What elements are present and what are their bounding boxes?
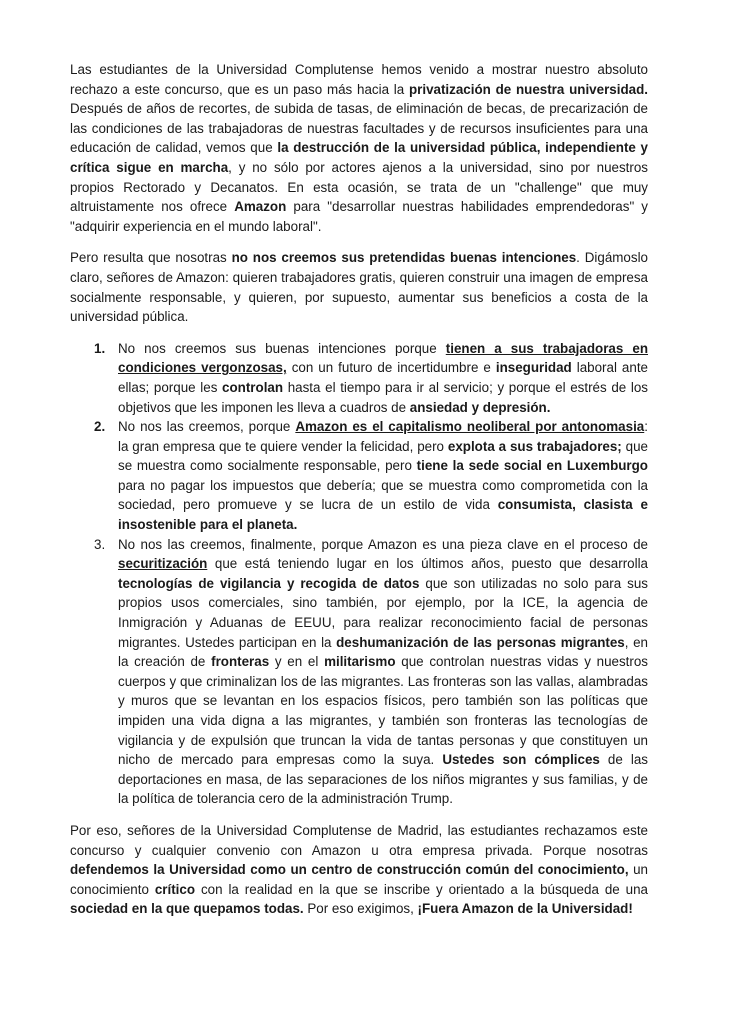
paragraph-intro xyxy=(70,60,648,236)
reason-number: 1. xyxy=(94,340,106,356)
text-run: que se muestra como socialmente responsable, pero xyxy=(118,438,649,474)
text-run: para no pagar los impuestos que debería; que se muestra como comprometida con la sociedad, pero promueve y se lucra de un estilo de vida xyxy=(118,477,648,513)
bold-emphasis: explota a sus trabajadores; xyxy=(447,438,622,454)
text-run: un conocimiento xyxy=(70,862,648,897)
bold-emphasis: deshumanización de las personas migrantes xyxy=(336,634,625,650)
text-run: hasta el tiempo para ir al servicio; y porque el estrés de los objetivos que les imponen les lleva a cuadros de xyxy=(118,379,649,415)
reason-text xyxy=(118,419,648,532)
text-run: y en el xyxy=(269,654,325,670)
reasons-list xyxy=(70,339,648,809)
bold-emphasis: inseguridad xyxy=(495,360,572,376)
text-run: . Digámoslo claro, señores de Amazon: quieren trabajadores gratis, quieren construir una imagen de empresa socialmente responsable, y quieren, por supuesto, aumentar sus beneficios a costa de la universidad pública. xyxy=(70,250,648,325)
text-run: con un futuro de incertidumbre e xyxy=(286,360,496,376)
bold-emphasis: ansiedad y depresión. xyxy=(409,399,551,415)
bold-emphasis: no nos creemos sus pretendidas buenas intenciones xyxy=(231,250,577,266)
text-run: Después de años de recortes, de subida de tasas, de eliminación de becas, de precarización de las condiciones de las trabajadoras de nuestras facultades y de recursos insuficientes para una educación de calidad, vemos que xyxy=(70,101,648,156)
text-run: No nos las creemos, porque xyxy=(118,419,296,435)
bold-emphasis: tiene la sede social en Luxemburgo xyxy=(416,458,648,474)
reason-item-1 xyxy=(70,339,648,417)
reason-text xyxy=(118,537,648,807)
text-run: No nos creemos sus buenas intenciones porque xyxy=(118,340,446,356)
text-run: Las estudiantes de la Universidad Complutense hemos venido a mostrar nuestro absoluto rechazo a este concurso, que es un paso más hacia la xyxy=(70,62,648,97)
paragraph-conclusion xyxy=(70,821,648,919)
text-run: laboral ante ellas; porque les xyxy=(118,360,648,395)
reason-item-2 xyxy=(70,417,648,535)
text-run: : la gran empresa que te quiere vender la felicidad, pero xyxy=(118,419,648,454)
reason-number: 3. xyxy=(94,536,106,552)
underlined-emphasis: securitización xyxy=(118,556,208,572)
reason-text xyxy=(118,341,648,415)
bold-emphasis: crítico xyxy=(154,881,196,897)
bold-emphasis: privatización de nuestra universidad. xyxy=(408,81,648,97)
bold-emphasis: fronteras xyxy=(211,654,270,670)
bold-emphasis: ¡Fuera Amazon de la Universidad! xyxy=(417,901,633,917)
text-run: que está teniendo lugar en los últimos años, puesto que desarrolla xyxy=(207,556,648,572)
underlined-emphasis: Amazon es el capitalismo neoliberal por antonomasia xyxy=(295,419,645,435)
bold-emphasis: la destrucción de la universidad pública, independiente y crítica sigue en marcha xyxy=(70,140,649,175)
reason-item-3 xyxy=(70,535,648,809)
bold-emphasis: consumista, clasista e insostenible para el planeta. xyxy=(118,497,648,533)
text-run: , y no sólo por actores ajenos a la universidad, sino por nuestros propios Rectorado y Decanatos. En esta ocasión, se trata de un "challenge" que muy altruistamente nos ofrece xyxy=(70,159,648,215)
bold-emphasis: Ustedes son cómplices xyxy=(442,752,600,768)
text-run: con la realidad en la que se inscribe y orientado a la búsqueda de una xyxy=(195,881,648,897)
bold-emphasis: defendemos la Universidad como un centro de construcción común del conocimiento, xyxy=(70,862,629,878)
text-run: Por eso exigimos, xyxy=(303,901,418,917)
bold-emphasis: sociedad en la que quepamos todas. xyxy=(70,901,304,917)
bold-emphasis: controlan xyxy=(222,379,284,395)
text-run: de las deportaciones en masa, de las separaciones de los niños migrantes y sus familias, y de la política de tolerancia cero de la administración Trump. xyxy=(118,752,649,807)
text-run: , en la creación de xyxy=(118,634,648,670)
text-run: Por eso, señores de la Universidad Complutense de Madrid, las estudiantes rechazamos este concurso y cualquier convenio con Amazon u otra empresa privada. Porque nosotras xyxy=(70,822,648,858)
text-run: Pero resulta que nosotras xyxy=(70,250,232,266)
bold-emphasis: militarismo xyxy=(324,654,396,670)
bold-emphasis: tecnologías de vigilancia y recogida de datos xyxy=(118,575,420,591)
text-run: No nos las creemos, finalmente, porque Amazon es una pieza clave en el proceso de xyxy=(118,536,648,552)
text-run: que son utilizadas no solo para sus propios usos comerciales, sino también, por ejemplo, por la ICE, la agencia de Inmigración y Aduanas de EEUU, para realizar reconocimiento facial de personas migrantes. Ustedes participan en la xyxy=(118,575,648,650)
paragraph-intentions xyxy=(70,248,648,326)
text-run: para "desarrollar nuestras habilidades emprendedoras" y "adquirir experiencia en el mundo laboral". xyxy=(70,199,648,234)
reason-number: 2. xyxy=(94,419,106,435)
bold-emphasis: Amazon xyxy=(234,199,287,215)
underlined-emphasis: tienen a sus trabajadoras en condiciones vergonzosas, xyxy=(118,340,649,376)
text-run: que controlan nuestras vidas y nuestros cuerpos y que criminalizan los de las migrantes. Las fronteras son las vallas, alambradas y muros que se levantan en los espacios físicos, pero también son las políticas que impiden una vida digna a las migrantes, y también son fronteras las tecnologías de vigilancia y de expulsión que truncan la vida de tantas personas y que constituyen un nicho de mercado para empresas como la suya. xyxy=(118,654,648,768)
